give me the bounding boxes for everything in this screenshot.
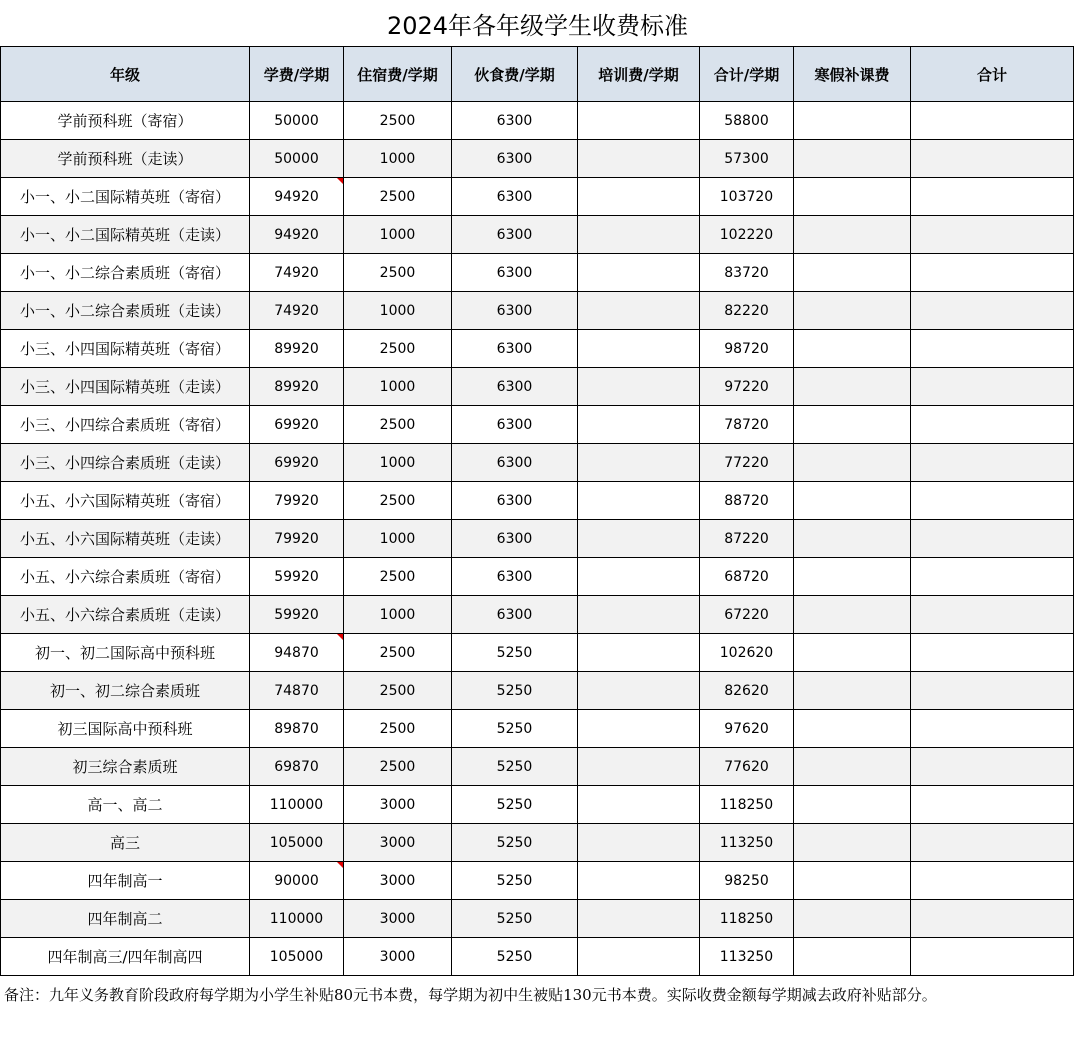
cell-total[interactable]: [911, 862, 1074, 900]
cell-meals[interactable]: 6300: [452, 216, 578, 254]
table-row: [1, 178, 1074, 216]
cell-grade[interactable]: 四年制高二: [1, 900, 250, 938]
table-row: [1, 672, 1074, 710]
cell-meals[interactable]: 6300: [452, 558, 578, 596]
header-grade[interactable]: 年级: [1, 47, 250, 102]
cell-meals[interactable]: 6300: [452, 254, 578, 292]
cell-grade[interactable]: 四年制高三/四年制高四: [1, 938, 250, 976]
cell-subtotal[interactable]: 118250: [700, 900, 794, 938]
cell-lodging[interactable]: 3000: [344, 900, 452, 938]
header-tuition[interactable]: 学费/学期: [250, 47, 344, 102]
cell-training[interactable]: [578, 292, 700, 330]
cell-meals[interactable]: 5250: [452, 786, 578, 824]
cell-training[interactable]: [578, 558, 700, 596]
cell-total[interactable]: [911, 672, 1074, 710]
cell-grade[interactable]: 小一、小二国际精英班（寄宿）: [1, 178, 250, 216]
cell-meals[interactable]: 5250: [452, 862, 578, 900]
cell-subtotal[interactable]: 97620: [700, 710, 794, 748]
cell-training[interactable]: [578, 520, 700, 558]
cell-total[interactable]: [911, 330, 1074, 368]
cell-training[interactable]: [578, 634, 700, 672]
cell-winter[interactable]: [794, 748, 911, 786]
cell-training[interactable]: [578, 330, 700, 368]
cell-winter[interactable]: [794, 938, 911, 976]
cell-training[interactable]: [578, 748, 700, 786]
cell-subtotal[interactable]: 77620: [700, 748, 794, 786]
cell-tuition[interactable]: 110000: [250, 786, 344, 824]
cell-training[interactable]: [578, 482, 700, 520]
table-row: [1, 368, 1074, 406]
cell-tuition[interactable]: 105000: [250, 938, 344, 976]
cell-subtotal[interactable]: 87220: [700, 520, 794, 558]
table-row: [1, 558, 1074, 596]
table-row: [1, 786, 1074, 824]
cell-training[interactable]: [578, 140, 700, 178]
cell-grade[interactable]: 初三综合素质班: [1, 748, 250, 786]
cell-lodging[interactable]: 1000: [344, 140, 452, 178]
cell-lodging[interactable]: 2500: [344, 748, 452, 786]
cell-total[interactable]: [911, 368, 1074, 406]
table-row: [1, 482, 1074, 520]
cell-lodging[interactable]: 2500: [344, 558, 452, 596]
page-title: 2024年各年级学生收费标准: [386, 11, 689, 40]
cell-total[interactable]: [911, 824, 1074, 862]
table-row: [1, 520, 1074, 558]
cell-winter[interactable]: [794, 596, 911, 634]
cell-subtotal[interactable]: 78720: [700, 406, 794, 444]
cell-meals[interactable]: 5250: [452, 710, 578, 748]
cell-subtotal[interactable]: 82620: [700, 672, 794, 710]
cell-lodging[interactable]: 3000: [344, 862, 452, 900]
cell-tuition[interactable]: 74870: [250, 672, 344, 710]
cell-lodging[interactable]: 2500: [344, 406, 452, 444]
cell-winter[interactable]: [794, 216, 911, 254]
header-meals[interactable]: 伙食费/学期: [452, 47, 578, 102]
cell-winter[interactable]: [794, 102, 911, 140]
cell-training[interactable]: [578, 824, 700, 862]
cell-subtotal[interactable]: 82220: [700, 292, 794, 330]
cell-grade[interactable]: 初三国际高中预科班: [1, 710, 250, 748]
cell-grade[interactable]: 高一、高二: [1, 786, 250, 824]
cell-lodging[interactable]: 2500: [344, 672, 452, 710]
cell-training[interactable]: [578, 406, 700, 444]
header-subtotal[interactable]: 合计/学期: [700, 47, 794, 102]
cell-tuition[interactable]: 89920: [250, 330, 344, 368]
cell-subtotal[interactable]: 58800: [700, 102, 794, 140]
cell-total[interactable]: [911, 634, 1074, 672]
cell-meals[interactable]: 6300: [452, 482, 578, 520]
cell-tuition[interactable]: 69920: [250, 406, 344, 444]
cell-total[interactable]: [911, 520, 1074, 558]
cell-meals[interactable]: 6300: [452, 140, 578, 178]
header-total[interactable]: 合计: [911, 47, 1074, 102]
cell-training[interactable]: [578, 596, 700, 634]
cell-training[interactable]: [578, 444, 700, 482]
cell-lodging[interactable]: 1000: [344, 216, 452, 254]
cell-winter[interactable]: [794, 368, 911, 406]
cell-grade[interactable]: 初一、初二综合素质班: [1, 672, 250, 710]
table-row: [1, 330, 1074, 368]
cell-training[interactable]: [578, 178, 700, 216]
cell-subtotal[interactable]: 113250: [700, 824, 794, 862]
cell-subtotal[interactable]: 98720: [700, 330, 794, 368]
cell-subtotal[interactable]: 77220: [700, 444, 794, 482]
cell-meals[interactable]: 6300: [452, 406, 578, 444]
cell-meals[interactable]: 6300: [452, 292, 578, 330]
cell-tuition[interactable]: 94920: [250, 178, 344, 216]
cell-total[interactable]: [911, 140, 1074, 178]
cell-grade[interactable]: 小一、小二综合素质班（寄宿）: [1, 254, 250, 292]
cell-subtotal[interactable]: 67220: [700, 596, 794, 634]
header-training[interactable]: 培训费/学期: [578, 47, 700, 102]
table-row: [1, 938, 1074, 976]
cell-winter[interactable]: [794, 558, 911, 596]
cell-meals[interactable]: 6300: [452, 330, 578, 368]
cell-tuition[interactable]: 110000: [250, 900, 344, 938]
cell-winter[interactable]: [794, 672, 911, 710]
cell-grade[interactable]: 四年制高一: [1, 862, 250, 900]
cell-lodging[interactable]: 1000: [344, 596, 452, 634]
cell-meals[interactable]: 6300: [452, 178, 578, 216]
table-row: [1, 444, 1074, 482]
cell-lodging[interactable]: 2500: [344, 178, 452, 216]
cell-tuition[interactable]: 105000: [250, 824, 344, 862]
cell-winter[interactable]: [794, 254, 911, 292]
cell-meals[interactable]: 6300: [452, 368, 578, 406]
cell-total[interactable]: [911, 254, 1074, 292]
table-row: [1, 216, 1074, 254]
cell-tuition[interactable]: 94920: [250, 216, 344, 254]
cell-total[interactable]: [911, 216, 1074, 254]
cell-meals[interactable]: 6300: [452, 520, 578, 558]
cell-lodging[interactable]: 2500: [344, 482, 452, 520]
header-winter[interactable]: 寒假补课费: [794, 47, 911, 102]
cell-winter[interactable]: [794, 634, 911, 672]
cell-winter[interactable]: [794, 824, 911, 862]
cell-total[interactable]: [911, 938, 1074, 976]
cell-training[interactable]: [578, 862, 700, 900]
cell-grade[interactable]: 小五、小六综合素质班（寄宿）: [1, 558, 250, 596]
table-row: [1, 862, 1074, 900]
cell-training[interactable]: [578, 786, 700, 824]
cell-winter[interactable]: [794, 710, 911, 748]
cell-subtotal[interactable]: 97220: [700, 368, 794, 406]
cell-lodging[interactable]: 1000: [344, 368, 452, 406]
cell-winter[interactable]: [794, 900, 911, 938]
cell-meals[interactable]: 5250: [452, 824, 578, 862]
cell-training[interactable]: [578, 672, 700, 710]
cell-lodging[interactable]: 1000: [344, 520, 452, 558]
cell-training[interactable]: [578, 102, 700, 140]
cell-tuition[interactable]: 89870: [250, 710, 344, 748]
cell-tuition[interactable]: 50000: [250, 140, 344, 178]
cell-meals[interactable]: 5250: [452, 938, 578, 976]
cell-subtotal[interactable]: 102620: [700, 634, 794, 672]
cell-total[interactable]: [911, 292, 1074, 330]
cell-winter[interactable]: [794, 786, 911, 824]
cell-grade[interactable]: 小三、小四综合素质班（走读）: [1, 444, 250, 482]
cell-winter[interactable]: [794, 482, 911, 520]
header-lodging[interactable]: 住宿费/学期: [344, 47, 452, 102]
cell-tuition[interactable]: 89920: [250, 368, 344, 406]
cell-lodging[interactable]: 2500: [344, 710, 452, 748]
cell-training[interactable]: [578, 254, 700, 292]
cell-grade[interactable]: 小五、小六国际精英班（寄宿）: [1, 482, 250, 520]
cell-training[interactable]: [578, 938, 700, 976]
cell-grade[interactable]: 学前预科班（走读）: [1, 140, 250, 178]
cell-tuition[interactable]: 59920: [250, 558, 344, 596]
cell-training[interactable]: [578, 900, 700, 938]
cell-meals[interactable]: 5250: [452, 748, 578, 786]
cell-tuition[interactable]: 50000: [250, 102, 344, 140]
cell-lodging[interactable]: 2500: [344, 254, 452, 292]
cell-lodging[interactable]: 1000: [344, 292, 452, 330]
cell-meals[interactable]: 6300: [452, 596, 578, 634]
table-row: [1, 710, 1074, 748]
cell-training[interactable]: [578, 216, 700, 254]
cell-winter[interactable]: [794, 406, 911, 444]
cell-grade[interactable]: 小一、小二国际精英班（走读）: [1, 216, 250, 254]
table-row: [1, 292, 1074, 330]
table-row: [1, 634, 1074, 672]
cell-lodging[interactable]: 2500: [344, 330, 452, 368]
cell-lodging[interactable]: 3000: [344, 938, 452, 976]
table-row: [1, 596, 1074, 634]
cell-total[interactable]: [911, 900, 1074, 938]
cell-subtotal[interactable]: 103720: [700, 178, 794, 216]
cell-grade[interactable]: 小三、小四国际精英班（走读）: [1, 368, 250, 406]
cell-subtotal[interactable]: 83720: [700, 254, 794, 292]
cell-total[interactable]: [911, 102, 1074, 140]
cell-total[interactable]: [911, 482, 1074, 520]
cell-subtotal[interactable]: 88720: [700, 482, 794, 520]
header-row: [1, 47, 1074, 102]
cell-tuition[interactable]: 69870: [250, 748, 344, 786]
table-row: [1, 824, 1074, 862]
cell-total[interactable]: [911, 406, 1074, 444]
cell-training[interactable]: [578, 710, 700, 748]
cell-tuition[interactable]: 69920: [250, 444, 344, 482]
cell-tuition[interactable]: 79920: [250, 482, 344, 520]
cell-subtotal[interactable]: 68720: [700, 558, 794, 596]
table-row: [1, 900, 1074, 938]
cell-winter[interactable]: [794, 292, 911, 330]
table-row: [1, 254, 1074, 292]
cell-tuition[interactable]: 94870: [250, 634, 344, 672]
cell-total[interactable]: [911, 596, 1074, 634]
cell-total[interactable]: [911, 786, 1074, 824]
fee-table: [0, 46, 1074, 976]
cell-subtotal[interactable]: 118250: [700, 786, 794, 824]
cell-total[interactable]: [911, 178, 1074, 216]
cell-meals[interactable]: 6300: [452, 102, 578, 140]
cell-lodging[interactable]: 2500: [344, 102, 452, 140]
footnote: 备注：九年义务教育阶段政府每学期为小学生补贴80元书本费，每学期为初中生被贴130元书本费。实际收费金额每学期减去政府补贴部分。: [4, 986, 937, 1004]
cell-lodging[interactable]: 3000: [344, 824, 452, 862]
table-row: [1, 748, 1074, 786]
cell-winter[interactable]: [794, 140, 911, 178]
cell-total[interactable]: [911, 444, 1074, 482]
cell-training[interactable]: [578, 368, 700, 406]
table-row: [1, 140, 1074, 178]
cell-grade[interactable]: 小五、小六国际精英班（走读）: [1, 520, 250, 558]
cell-subtotal[interactable]: 57300: [700, 140, 794, 178]
cell-tuition[interactable]: 90000: [250, 862, 344, 900]
cell-subtotal[interactable]: 98250: [700, 862, 794, 900]
cell-grade[interactable]: 小三、小四综合素质班（寄宿）: [1, 406, 250, 444]
cell-grade[interactable]: 学前预科班（寄宿）: [1, 102, 250, 140]
cell-grade[interactable]: 初一、初二国际高中预科班: [1, 634, 250, 672]
cell-tuition[interactable]: 74920: [250, 292, 344, 330]
fee-table-body: [1, 102, 1074, 976]
table-row: [1, 102, 1074, 140]
cell-tuition[interactable]: 59920: [250, 596, 344, 634]
cell-meals[interactable]: 5250: [452, 634, 578, 672]
cell-meals[interactable]: 6300: [452, 444, 578, 482]
cell-grade[interactable]: 小五、小六综合素质班（走读）: [1, 596, 250, 634]
cell-winter[interactable]: [794, 178, 911, 216]
cell-grade[interactable]: 小三、小四国际精英班（寄宿）: [1, 330, 250, 368]
cell-total[interactable]: [911, 558, 1074, 596]
cell-lodging[interactable]: 3000: [344, 786, 452, 824]
cell-meals[interactable]: 5250: [452, 900, 578, 938]
cell-lodging[interactable]: 2500: [344, 634, 452, 672]
cell-subtotal[interactable]: 102220: [700, 216, 794, 254]
cell-winter[interactable]: [794, 862, 911, 900]
cell-tuition[interactable]: 79920: [250, 520, 344, 558]
table-row: [1, 406, 1074, 444]
cell-winter[interactable]: [794, 330, 911, 368]
cell-tuition[interactable]: 74920: [250, 254, 344, 292]
cell-grade[interactable]: 高三: [1, 824, 250, 862]
cell-lodging[interactable]: 1000: [344, 444, 452, 482]
cell-meals[interactable]: 5250: [452, 672, 578, 710]
cell-winter[interactable]: [794, 520, 911, 558]
cell-winter[interactable]: [794, 444, 911, 482]
cell-total[interactable]: [911, 748, 1074, 786]
cell-total[interactable]: [911, 710, 1074, 748]
cell-subtotal[interactable]: 113250: [700, 938, 794, 976]
cell-grade[interactable]: 小一、小二综合素质班（走读）: [1, 292, 250, 330]
